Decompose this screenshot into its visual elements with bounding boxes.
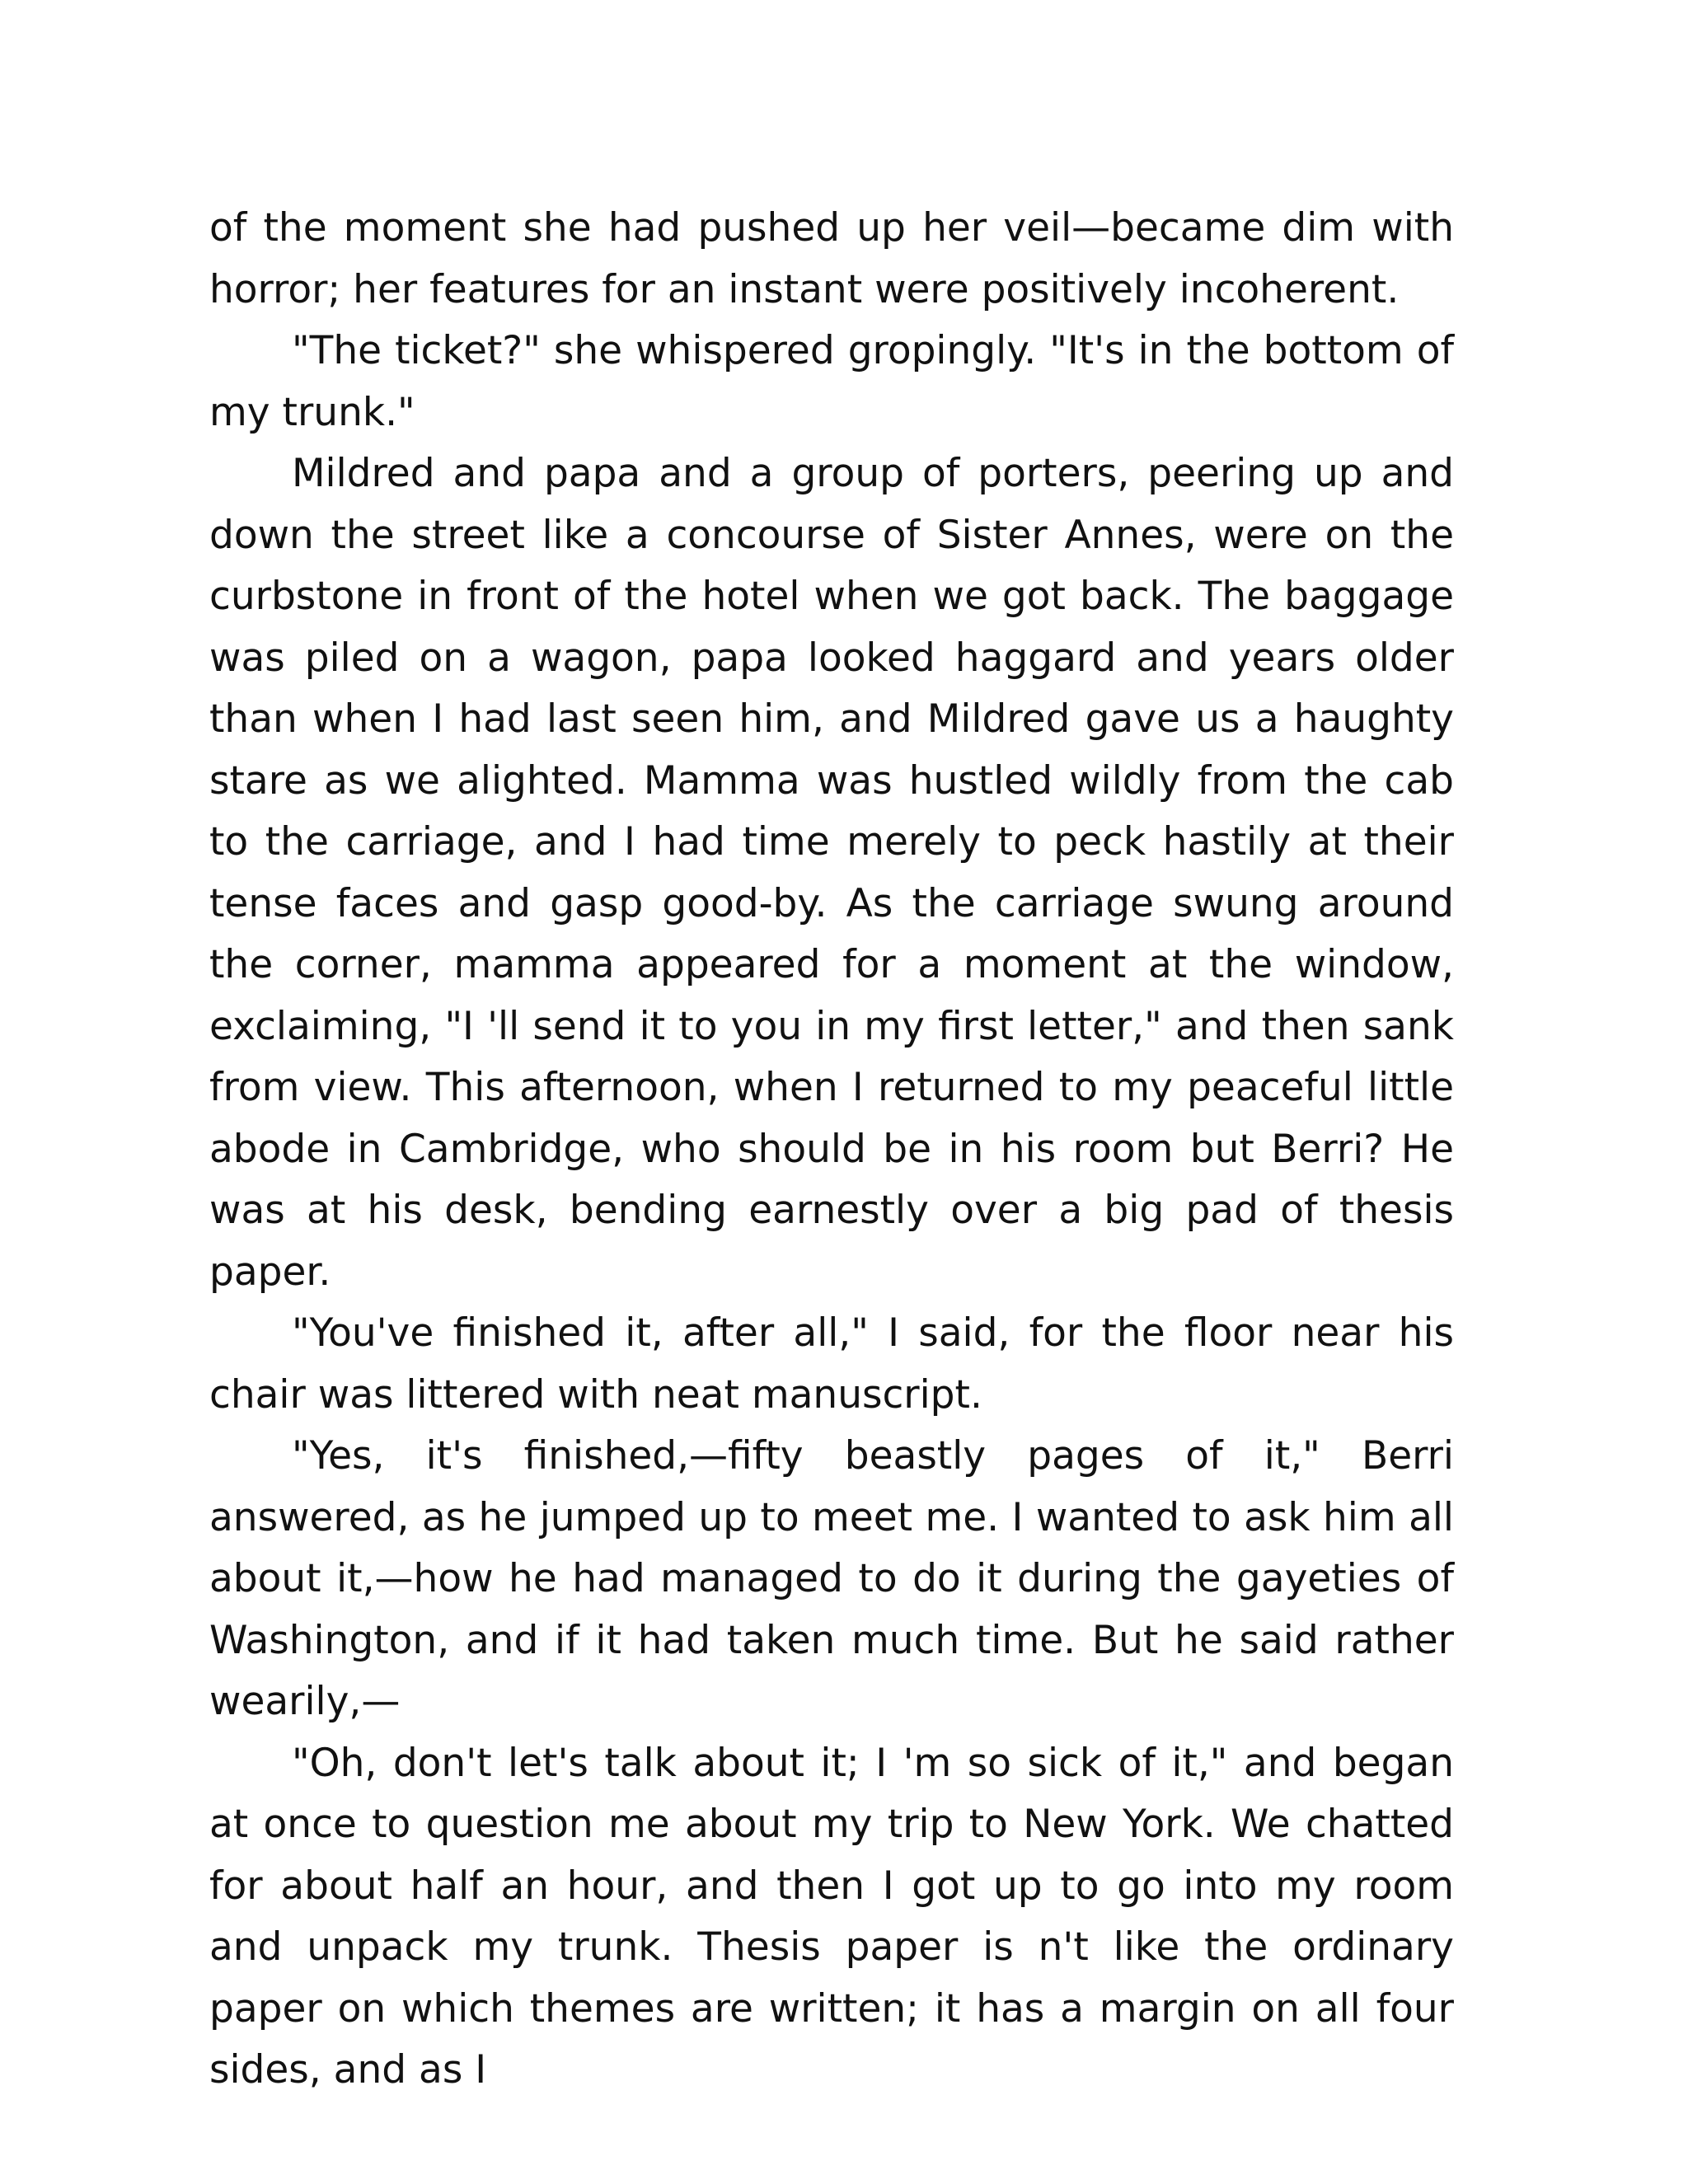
paragraph-5: "Yes, it's finished,—fifty beastly pages of it," Berri answered, as he jumped up to meet me. I wanted to ask him all about it,—how he had managed to do it during the gayeties of Washington, and if it had taken much time. But he said rather wearily,— [209,1433,1454,1724]
paragraph-1: of the moment she had pushed up her veil—became dim with horror; her features for an instant were positively incoherent. [209,205,1454,312]
paragraph-3: Mildred and papa and a group of porters, peering up and down the street like a concourse of Sister Annes, were on the curbstone in front of the hotel when we got back. The baggage was piled on a wagon, papa looked haggard and years older than when I had last seen him, and Mildred gave us a haughty stare as we alighted. Mamma was hustled wildly from the cab to the carriage, and I had time merely to peck hastily at their tense faces and gasp good-by. As the carriage swung around the corner, mamma appeared for a moment at the window, exclaiming, "I 'll send it to you in my first letter," and then sank from view. This afternoon, when I returned to my peaceful little abode in Cambridge, who should be in his room but Berri? He was at his desk, bending earnestly over a big pad of thesis paper. [209,451,1454,1295]
paragraph-2: "The ticket?" she whispered gropingly. "It's in the bottom of my trunk." [209,328,1454,435]
paragraph-6: "Oh, don't let's talk about it; I 'm so sick of it," and began at once to question me about my trip to New York. We chatted for about half an hour, and then I got up to go into my room and unpack my trunk. Thesis paper is n't like the ordinary paper on which themes are written; it has a margin on all four sides, and as I [209,1740,1454,2093]
page-body [209,198,1454,2102]
paragraph-4: "You've finished it, after all," I said, for the floor near his chair was littered with neat manuscript. [209,1310,1454,1418]
